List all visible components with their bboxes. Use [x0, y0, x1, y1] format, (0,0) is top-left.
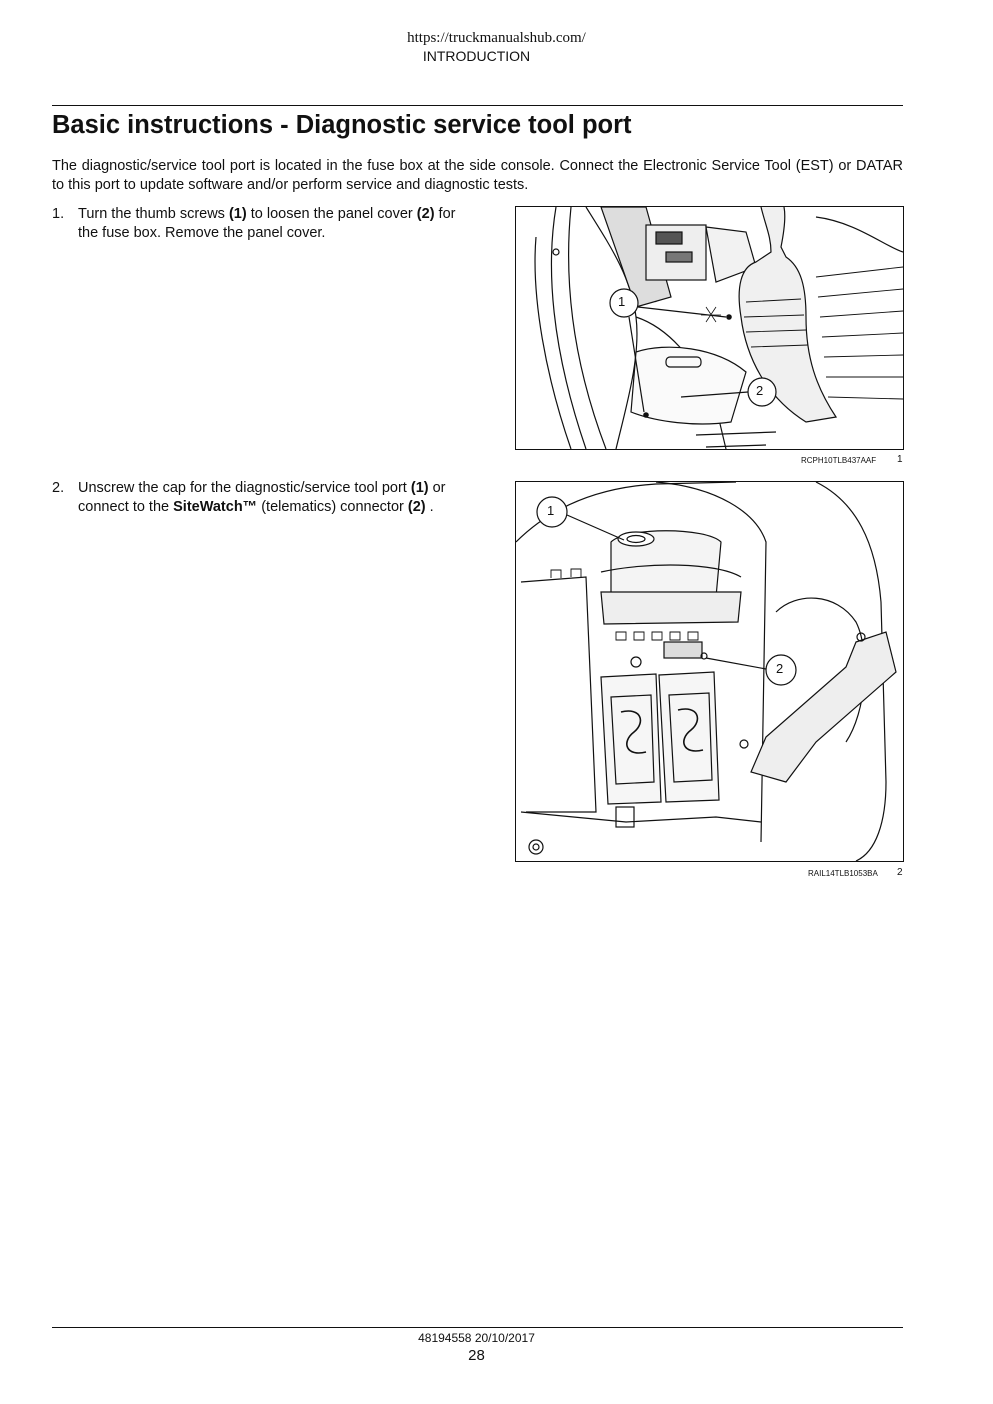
figure-2-number: 2: [897, 867, 903, 878]
step-number: 2.: [52, 480, 65, 496]
source-url: https://truckmanualshub.com/: [407, 30, 586, 46]
figure-2-illustration: [515, 481, 904, 862]
step-2: [52, 479, 470, 517]
figure-2-code: RAIL14TLB1053BA: [808, 869, 878, 878]
callout-2-label: 2: [756, 383, 764, 398]
step-text: Turn the thumb screws (1) to loosen the panel cover (2) for the fuse box. Remove the panel cover.: [78, 206, 456, 241]
section-header: INTRODUCTION: [422, 48, 531, 64]
page-number: 28: [468, 1347, 485, 1364]
callout-2-label: 2: [776, 661, 784, 676]
footer-divider: [52, 1327, 903, 1328]
step-number: 1.: [52, 206, 65, 222]
header-divider: [52, 105, 903, 106]
callout-1-label: 1: [618, 294, 626, 309]
figure-1-code: RCPH10TLB437AAF: [801, 456, 877, 465]
step-1: [52, 205, 470, 243]
callout-1-label: 1: [547, 503, 555, 518]
document-id: 48194558 20/10/2017: [418, 1331, 535, 1345]
step-text: Unscrew the cap for the diagnostic/service tool port (1) or connect to the SiteWatch™ (telematics) connector (2) .: [78, 480, 446, 515]
figure-1-illustration: [515, 206, 904, 450]
figure-1-number: 1: [897, 454, 903, 465]
intro-paragraph: The diagnostic/service tool port is located in the fuse box at the side console. Connect the Electronic Service Tool (EST) or DATAR to this port to update software and/or perform service and diagnostic tests.: [52, 158, 903, 193]
page-title: Basic instructions - Diagnostic service tool port: [52, 111, 632, 139]
